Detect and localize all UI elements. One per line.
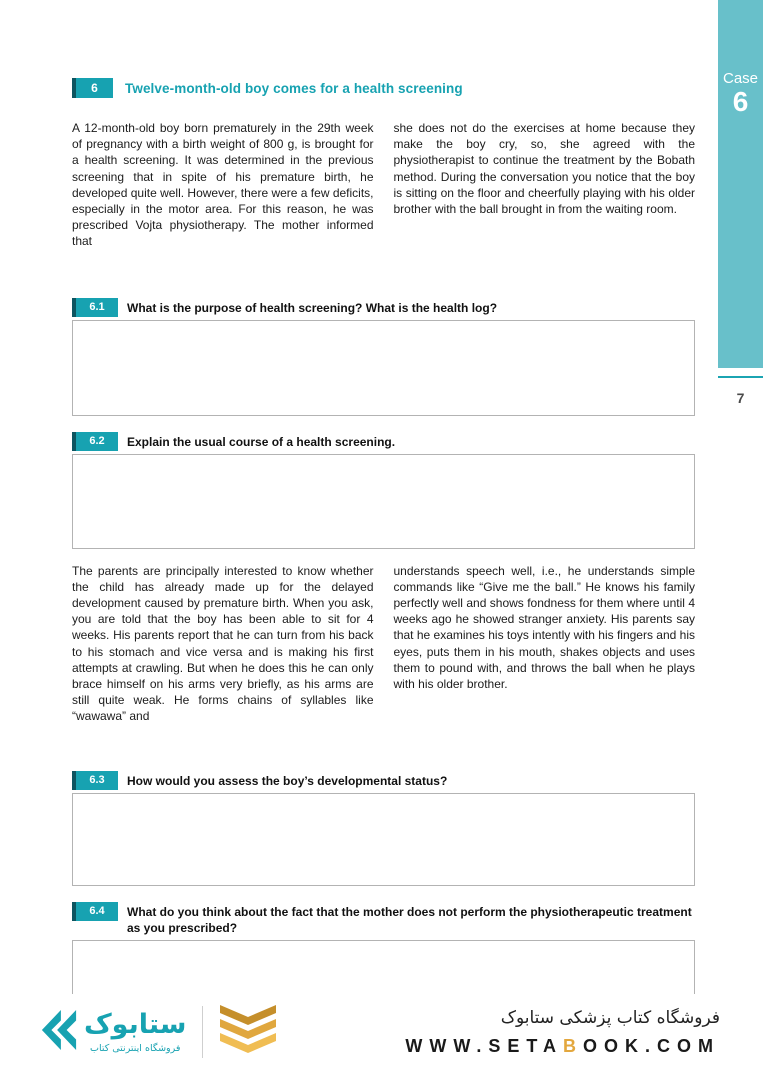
website-url[interactable] xyxy=(405,1036,720,1057)
section-header xyxy=(72,78,695,98)
intro-text xyxy=(72,120,695,250)
main-content xyxy=(72,0,695,1024)
question-badge: 6.2 xyxy=(72,432,118,451)
case-tab-number: 6 xyxy=(732,86,749,117)
middle-right-column: understands speech well, i.e., he understands simple commands like “Give me the ball.” He knows his family perfectly well and shows fondness for them where until 4 weeks ago he showed stranger anxiety. His parents say that he examines his toys intently with his fingers and his eyes, puts them in his mouth, shakes objects and uses them to pound with, and throws the ball when he plays with his older brother. xyxy=(393,563,695,692)
case-tab-label: Case xyxy=(722,70,759,87)
website-suffix: OOK.COM xyxy=(583,1035,720,1056)
question-text: What do you think about the fact that the mother does not perform the physiotherapeutic treatment as you prescribed? xyxy=(127,904,692,936)
logo-wordmark: ستابوک xyxy=(84,1009,187,1040)
question-text: Explain the usual course of a health screening. xyxy=(127,434,396,449)
footer-text-group xyxy=(405,1008,720,1057)
website-highlight: B xyxy=(563,1035,583,1056)
answer-box-6-3 xyxy=(72,793,695,886)
book-stack-icon xyxy=(219,1004,277,1061)
middle-left-column: The parents are principally interested to know whether the child has already made up for the delayed development caused by premature birth. When you ask, you are told that the boy has been able to sit for 4 weeks. His parents report that he can turn from his back to his stomach and vice versa and is making his first attempts at crawling. But when he does this he can only brace himself on his arms very briefly, as his arms are still quite weak. He forms chains of syllables like “wawawa” and xyxy=(72,563,374,724)
intro-left-column: A 12-month-old boy born prematurely in the 29th week of pregnancy with a birth weight of 800 g, is brought for a health screening. It was determined in the previous screening that in spite of his premature birth, he developed quite well. However, there were a few deficits, especially in the motor area. For this reason, he was prescribed Vojta physiotherapy. The mother informed that xyxy=(72,121,374,249)
question-badge: 6.3 xyxy=(72,771,118,790)
section-title: Twelve-month-old boy comes for a health screening xyxy=(125,80,463,96)
case-tab xyxy=(718,0,763,368)
question-text: What is the purpose of health screening? What is the health log? xyxy=(127,300,498,315)
question-6-1 xyxy=(72,298,695,317)
section-number-badge: 6 xyxy=(72,78,113,98)
store-name: فروشگاه کتاب پزشکی ستابوک xyxy=(500,1007,720,1028)
logo-tagline: فروشگاه اینترنتی کتاب xyxy=(90,1043,181,1054)
setabook-logo xyxy=(40,1008,186,1057)
question-badge: 6.4 xyxy=(72,902,118,921)
question-6-2 xyxy=(72,432,695,451)
tab-divider xyxy=(718,376,763,378)
answer-box-6-1 xyxy=(72,320,695,416)
setabook-logo-mark-icon xyxy=(40,1008,78,1057)
footer-divider xyxy=(202,1006,203,1058)
answer-box-6-2 xyxy=(72,454,695,549)
question-text: How would you assess the boy’s developmental status? xyxy=(127,773,448,788)
question-6-4 xyxy=(72,902,695,937)
question-badge: 6.1 xyxy=(72,298,118,317)
website-prefix: WWW.SETA xyxy=(405,1035,563,1056)
middle-text xyxy=(72,563,695,725)
footer-logo-group xyxy=(40,1004,277,1061)
question-6-3 xyxy=(72,771,695,790)
page-number: 7 xyxy=(736,390,745,406)
footer xyxy=(0,994,763,1080)
logo-text-block xyxy=(84,1010,186,1054)
intro-right-column: she does not do the exercises at home because they make the boy cry, so, she agreed with the physiotherapist to continue the treatment by the Bobath method. During the conversation you notice that the boy is sitting on the floor and cheerfully playing with his older brother with the ball brought in from the waiting room. xyxy=(393,121,695,217)
